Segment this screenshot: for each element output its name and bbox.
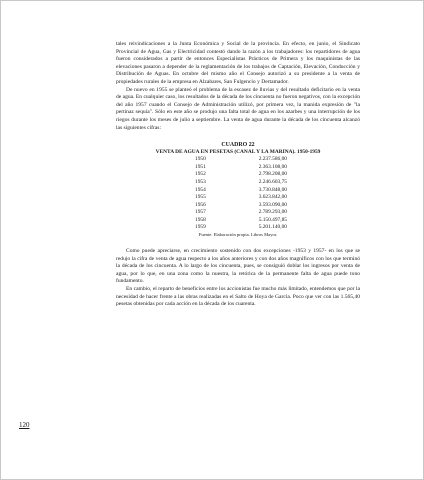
table-source-note: Fuente. Elaboración propia. Libros Mayor. [198, 232, 278, 238]
table-row [189, 202, 287, 210]
paragraph-continuation: tales reivindicaciones a la Junta Económica y Social de la provincia. En efecto, en junio, el Sindicato Provincial de Agua, Gas y Electricidad contestó dando la razón a los trabajadores: los repartidores de agua fueron considerados a partir de entonces Especialistas Prácticos de Primera y los maquinistas de las elevaciones pasaron a depender de la reglamentación de los trabajos de Captación, Elevación, Conducción y Distribución de Aguas. En octubre del mismo año el Consejo autorizó a su presidente a la venta de propiedades rurales de la empresa en Alzabares, San Fulgencio y Dertamador. [116, 41, 360, 85]
value-cell: 2.798.208,00 [258, 171, 287, 178]
year-cell: 1950 [195, 156, 206, 163]
table-row [189, 209, 287, 217]
table-row [189, 217, 287, 225]
value-cell: 3.730.848,00 [258, 186, 287, 193]
value-cell: 2.237.586,00 [258, 156, 287, 163]
table-row [189, 194, 287, 202]
post-table-text [116, 248, 360, 309]
table-row [189, 179, 287, 187]
table-row [189, 224, 287, 232]
year-cell: 1958 [195, 216, 206, 223]
page-number: 120 [19, 421, 30, 429]
paragraph-dividends: En cambio, el reparto de beneficios entre los accionistas fue mucho más limitado, entendemos que por la necesidad de hacer frente a las obras realizadas en el Salto de Hoya de García. Poco que ver con las 1.565,40 pesetas obtenidas por cada acción en la década de los cuarenta. [116, 286, 360, 308]
paragraph-analysis: Como puede apreciarse, en crecimiento sostenido con dos excepciones -1953 y 1957- en los que se redujo la cifra de venta de agua respecto a los años anteriores y con dos años magníficos con los que terminó la década de los cincuenta. A lo largo de los cincuenta, pues, se consiguió doblar los ingresos por venta de agua, por lo que, en una zona como la nuestra, la retórica de la permanente falta de agua puede tono fundamento. [116, 248, 360, 285]
year-cell: 1952 [195, 171, 206, 178]
water-sales-table-block [116, 142, 360, 238]
water-sales-table [189, 156, 287, 232]
year-cell: 1957 [195, 209, 206, 216]
year-cell: 1959 [195, 224, 206, 231]
year-cell: 1954 [195, 186, 206, 193]
year-cell: 1953 [195, 178, 206, 185]
value-cell: 5.201.140,00 [258, 224, 287, 231]
value-cell: 2.789.293,00 [258, 209, 287, 216]
table-row [189, 164, 287, 172]
year-cell: 1951 [195, 163, 206, 170]
paragraph-drought-1955: De nuevo en 1955 se planteó el problema de la escasez de lluvias y del resultado deficitario en la venta de agua. En cualquier caso, los resultados de la década de los cincuenta no fueron negativos, con la excepción del año 1957 cuando el Consejo de Administración utilizó, por primera vez, la manida expresión de "la pertinaz sequía". Sólo en este año se produjo una falta total de agua en los azarbes y una interrupción de los riegos durante los meses de julio a septiembre. La venta de agua durante la década de los cincuenta alcanzó las siguientes cifras: [116, 86, 360, 131]
year-cell: 1955 [195, 194, 206, 201]
value-cell: 2.246.603,75 [258, 178, 287, 185]
table-title: CUADRO 22 [221, 142, 255, 149]
table-row [189, 187, 287, 195]
year-cell: 1956 [195, 201, 206, 208]
table-row [189, 171, 287, 179]
value-cell: 3.593.090,00 [258, 201, 287, 208]
value-cell: 5.150.497,85 [258, 216, 287, 223]
value-cell: 3.623.842,00 [258, 194, 287, 201]
table-row [189, 156, 287, 164]
body-text [116, 41, 360, 309]
value-cell: 2.363.108,00 [258, 163, 287, 170]
table-subtitle: VENTA DE AGUA EN PESETAS (CANAL Y LA MARINA). 1950-1959 [155, 149, 321, 156]
